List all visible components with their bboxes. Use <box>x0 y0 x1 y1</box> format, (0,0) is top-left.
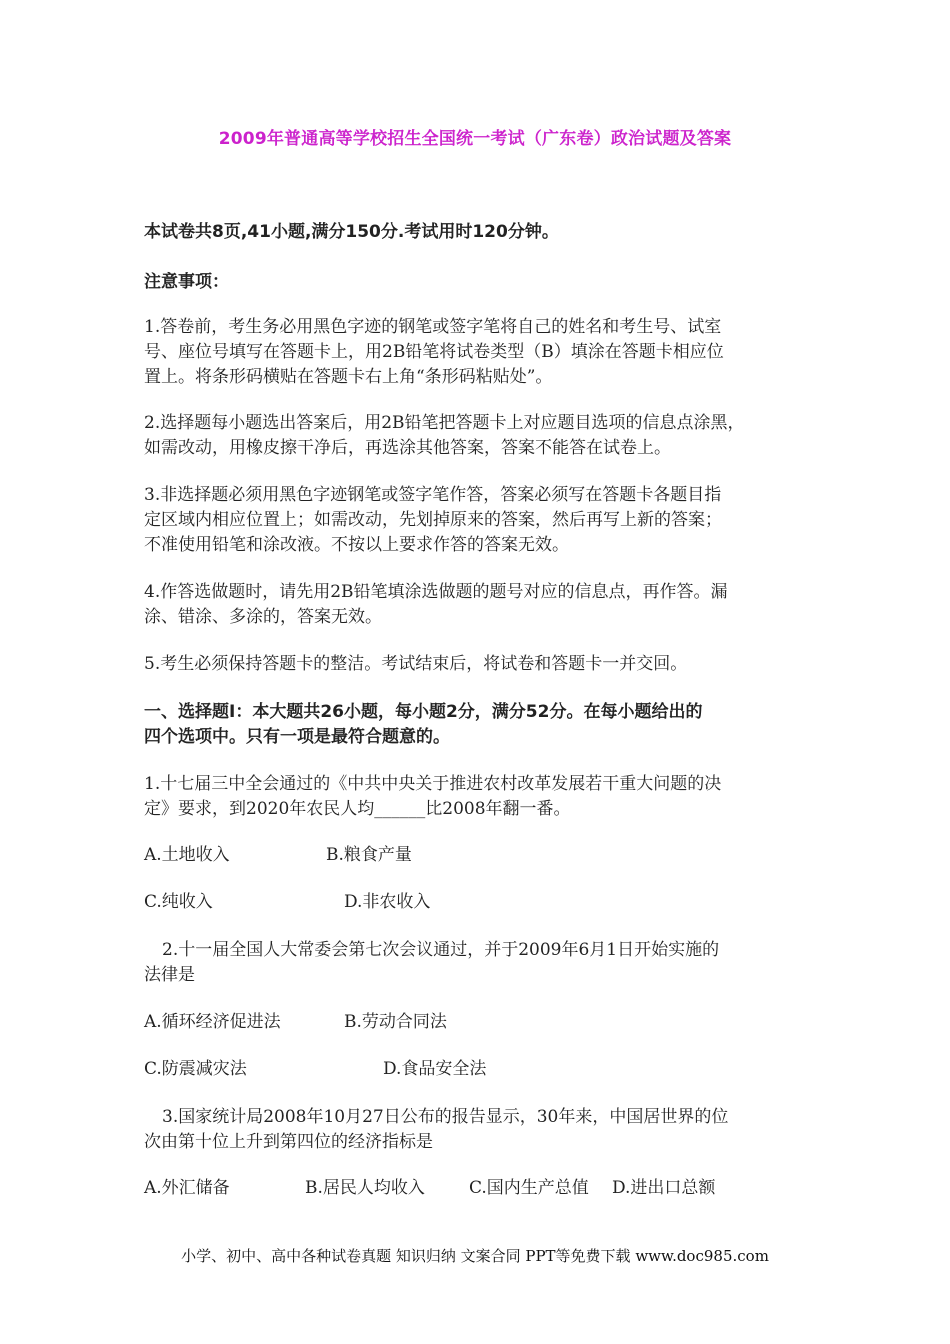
question-1-stem-line-1: 1.十七届三中全会通过的《中共中央关于推进农村改革发展若干重大问题的决 <box>144 774 722 794</box>
notice-1-line-3: 置上。将条形码横贴在答题卡右上角“条形码粘贴处”。 <box>144 367 553 387</box>
notice-3-line-3: 不准使用铅笔和涂改液。不按以上要求作答的答案无效。 <box>144 535 569 555</box>
question-1-stem-line-2: 定》要求，到2020年农民人均______比2008年翻一番。 <box>144 799 571 819</box>
document-title: 2009年普通高等学校招生全国统一考试（广东卷）政治试题及答案 <box>218 129 732 149</box>
question-1-option-b: B.粮食产量 <box>326 845 412 865</box>
question-2-stem-line-2: 法律是 <box>144 965 195 985</box>
question-2-option-c: C.防震减灾法 <box>144 1059 247 1079</box>
question-2-option-b: B.劳动合同法 <box>344 1012 447 1032</box>
question-1-option-a: A.土地收入 <box>144 845 230 865</box>
notice-heading: 注意事项： <box>144 272 229 292</box>
question-3-option-d: D.进出口总额 <box>612 1178 716 1198</box>
exam-intro: 本试卷共8页,41小题,满分150分.考试用时120分钟。 <box>144 222 559 242</box>
question-2-option-d: D.食品安全法 <box>383 1059 487 1079</box>
question-3-option-b: B.居民人均收入 <box>305 1178 425 1198</box>
notice-1-line-2: 号、座位号填写在答题卡上，用2B铅笔将试卷类型（B）填涂在答题卡相应位 <box>144 342 724 362</box>
notice-2-line-2: 如需改动，用橡皮擦干净后，再选涂其他答案，答案不能答在试卷上。 <box>144 438 671 458</box>
section-1-heading-line-2: 四个选项中。只有一项是最符合题意的。 <box>144 727 450 747</box>
question-1-option-c: C.纯收入 <box>144 892 213 912</box>
question-1-option-d: D.非农收入 <box>344 892 431 912</box>
notice-4-line-1: 4.作答选做题时，请先用2B铅笔填涂选做题的题号对应的信息点，再作答。漏 <box>144 582 728 602</box>
question-3-stem-line-1: 3.国家统计局2008年10月27日公布的报告显示，30年来，中国居世界的位 <box>162 1107 729 1127</box>
notice-4-line-2: 涂、错涂、多涂的，答案无效。 <box>144 607 382 627</box>
question-3-stem-line-2: 次由第十位上升到第四位的经济指标是 <box>144 1132 433 1152</box>
notice-1-line-1: 1.答卷前，考生务必用黑色字迹的钢笔或签字笔将自己的姓名和考生号、试室 <box>144 317 722 337</box>
page-footer: 小学、初中、高中各种试卷真题 知识归纳 文案合同 PPT等免费下载 www.doc985.com <box>181 1247 769 1265</box>
question-3-option-c: C.国内生产总值 <box>469 1178 589 1198</box>
notice-3-line-2: 定区域内相应位置上；如需改动，先划掉原来的答案，然后再写上新的答案； <box>144 510 722 530</box>
notice-3-line-1: 3.非选择题必须用黑色字迹钢笔或签字笔作答，答案必须写在答题卡各题目指 <box>144 485 722 505</box>
notice-2-line-1: 2.选择题每小题选出答案后，用2B铅笔把答题卡上对应题目选项的信息点涂黑， <box>144 413 745 433</box>
question-2-option-a: A.循环经济促进法 <box>144 1012 281 1032</box>
section-1-heading-line-1: 一、选择题Ⅰ：本大题共26小题，每小题2分，满分52分。在每小题给出的 <box>144 702 703 722</box>
question-3-option-a: A.外汇储备 <box>144 1178 230 1198</box>
question-2-stem-line-1: 2.十一届全国人大常委会第七次会议通过，并于2009年6月1日开始实施的 <box>162 940 720 960</box>
notice-5: 5.考生必须保持答题卡的整洁。考试结束后，将试卷和答题卡一并交回。 <box>144 654 688 674</box>
